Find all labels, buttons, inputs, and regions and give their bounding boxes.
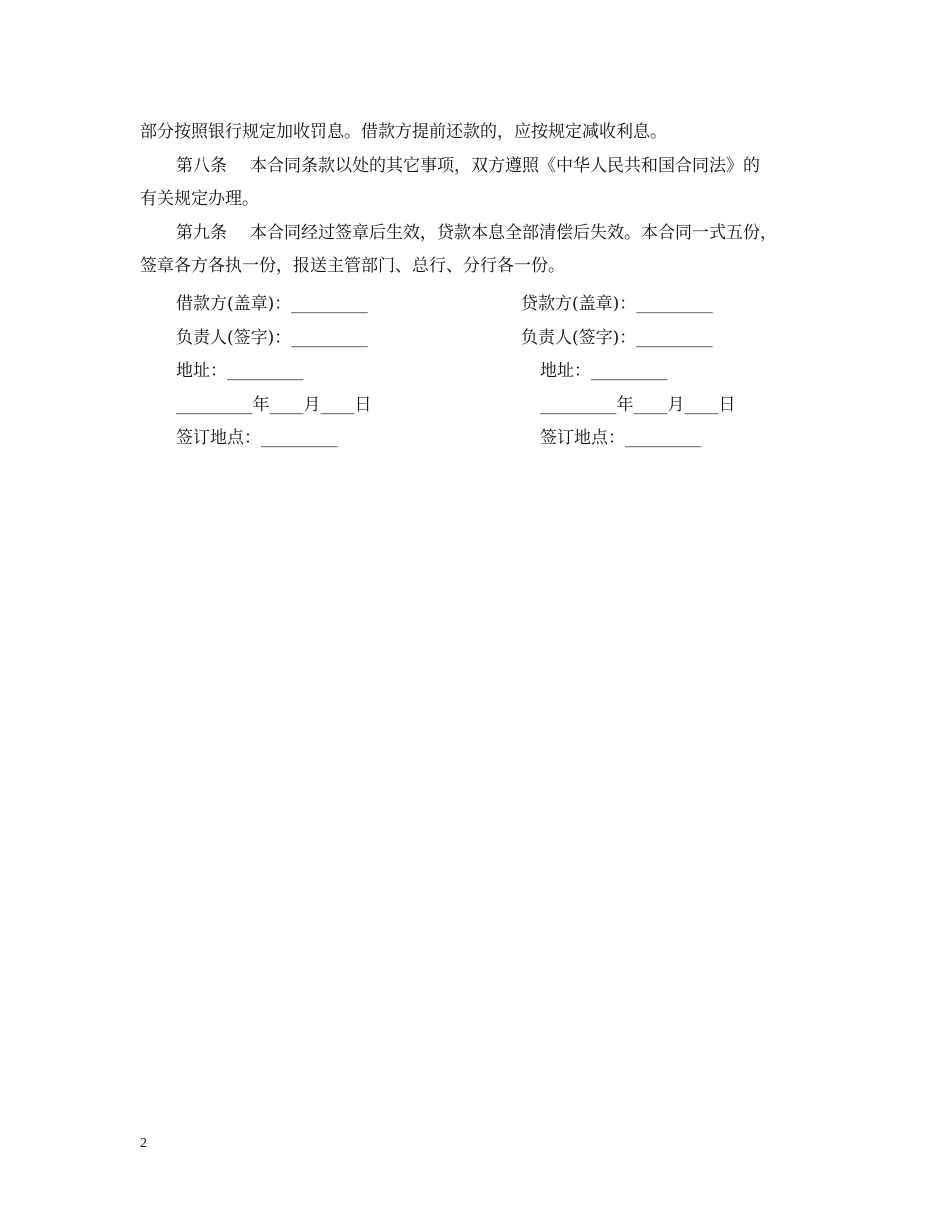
lender-address-field: 地址：_________ <box>540 361 668 381</box>
borrower-place-field: 签订地点：_________ <box>176 428 338 448</box>
borrower-date-field: _________年____月____日 <box>176 394 372 415</box>
principal-row <box>176 322 796 356</box>
article-9-line-2: 签章各方各执一份，报送主管部门、总行、分行各一份。 <box>140 256 565 276</box>
lender-place-field: 签订地点：_________ <box>540 428 702 448</box>
seal-row <box>176 288 796 322</box>
lender-seal-field: 贷款方(盖章)：_________ <box>521 294 713 314</box>
lender-principal-field: 负责人(签字)：_________ <box>521 327 713 348</box>
borrower-seal-field: 借款方(盖章)：_________ <box>176 294 368 314</box>
address-row <box>176 355 796 389</box>
signature-section <box>176 288 796 456</box>
page-number: 2 <box>140 1136 147 1151</box>
date-row <box>176 389 796 423</box>
article-9-text: 本合同经过签章后生效，贷款本息全部清偿后失效。本合同一式五份， <box>250 222 777 243</box>
borrower-principal-field: 负责人(签字)：_________ <box>176 327 368 348</box>
article-8-line-2: 有关规定办理。 <box>140 189 259 209</box>
place-row <box>176 422 796 456</box>
contract-body <box>140 116 840 284</box>
article-9-number: 第九条 <box>176 222 227 243</box>
article-8-line-1 <box>140 150 840 184</box>
borrower-address-field: 地址：_________ <box>176 361 304 381</box>
article-8-number: 第八条 <box>176 155 227 176</box>
article-8-text: 本合同条款以处的其它事项，双方遵照《中华人民共和国合同法》的 <box>250 155 760 176</box>
lender-date-field: _________年____月____日 <box>540 394 736 415</box>
article-9-line-1 <box>140 217 840 251</box>
paragraph-continuation: 部分按照银行规定加收罚息。借款方提前还款的，应按规定减收利息。 <box>140 122 667 142</box>
